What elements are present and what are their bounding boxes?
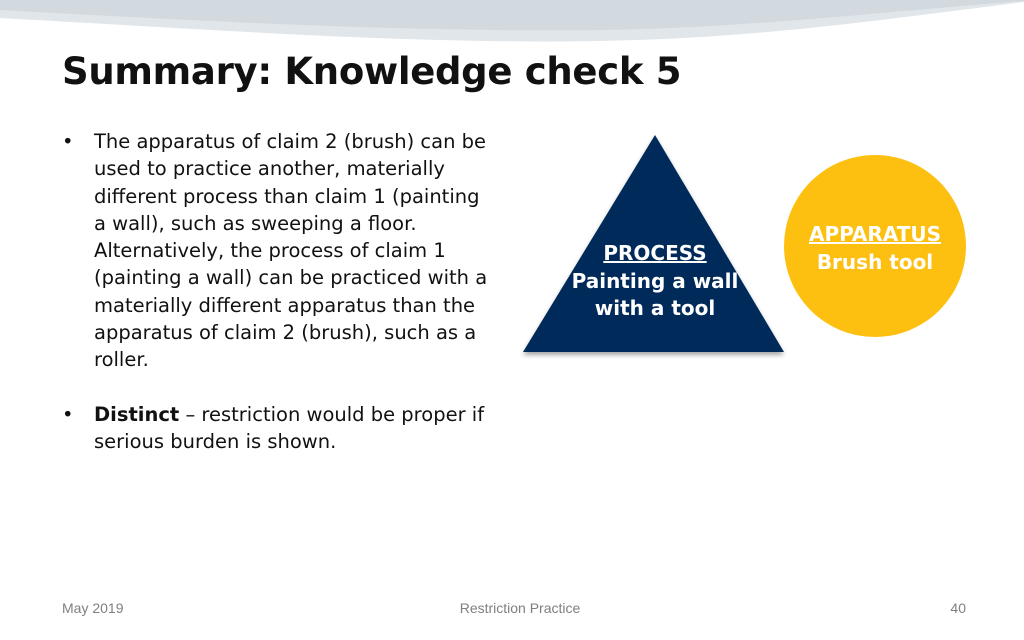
process-label xyxy=(560,240,750,323)
apparatus-label xyxy=(784,221,966,276)
footer-date: May 2019 xyxy=(62,600,124,616)
process-heading: PROCESS xyxy=(603,241,707,265)
apparatus-heading: APPARATUS xyxy=(808,222,942,246)
page-number: 40 xyxy=(950,600,966,616)
apparatus-line-1: Brush tool xyxy=(816,249,934,274)
slide-title: Summary: Knowledge check 5 xyxy=(62,50,682,93)
bullet-item xyxy=(62,128,492,374)
bullet-text: – restriction would be proper if serious burden is shown. xyxy=(94,402,485,453)
process-line-2: with a tool xyxy=(594,296,716,320)
process-line-1: Painting a wall xyxy=(571,268,739,293)
bullet-list xyxy=(62,128,492,455)
bullet-text: The apparatus of claim 2 (brush) can be used to practice another, materially different process than claim 1 (painting a wall), such as sweeping a floor. Alternatively, the process of claim 1 (painting a wall) can be practiced with a materially different apparatus than the apparatus of claim 2 (brush), such as a roller. xyxy=(94,130,488,372)
bullet-item xyxy=(62,401,492,456)
bullet-bold-term: Distinct xyxy=(94,402,180,426)
header-wave-decoration xyxy=(0,0,1024,48)
footer-title: Restriction Practice xyxy=(459,600,581,616)
